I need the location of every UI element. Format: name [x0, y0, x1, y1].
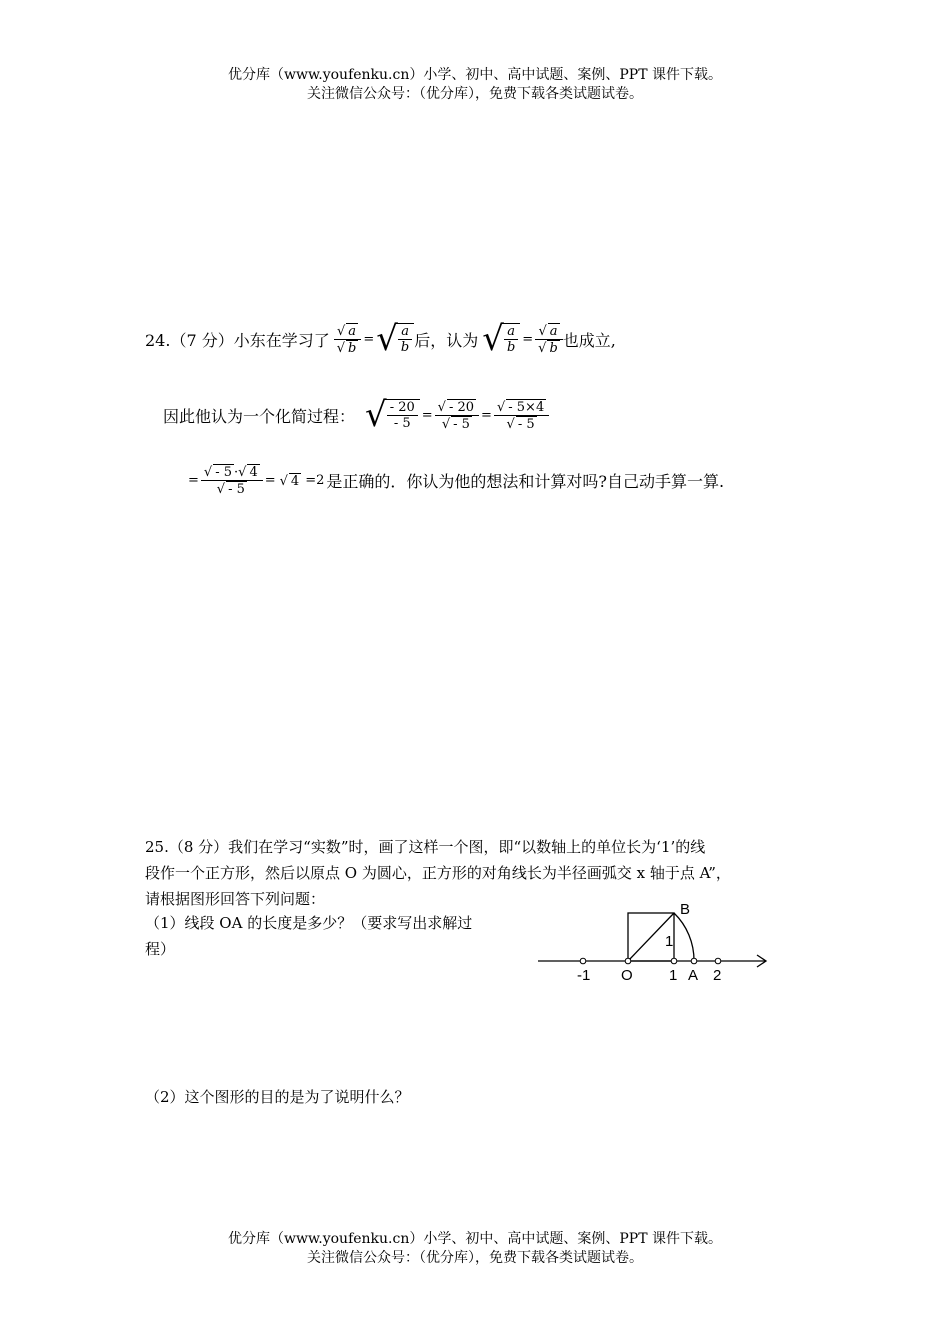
label-side-1: 1	[665, 933, 674, 950]
header-line-1: 优分库（www.youfenku.cn）小学、初中、高中试题、案例、PPT 课件下载。	[227, 67, 722, 83]
q25-part1-line-a: （1）线段 OA 的长度是多少？（要求写出求解过	[145, 914, 473, 932]
label-b: B	[680, 901, 691, 918]
sqrt-a-over-b-2: √ $\frac{a}{b}$	[482, 322, 520, 356]
q25-part-2: （2）这个图形的目的是为了说明什么？	[145, 1088, 410, 1106]
q24-after-second: 也成立,	[562, 330, 616, 350]
point-o	[625, 958, 631, 964]
q24-line-3: = $\frac{√ - 5 \cdot√ 4}{√ - 5}$ = √ 4 =2 是正确的．你认为他的想法和计算对吗?自己动手算一算.	[188, 465, 725, 497]
q24-after-first: 后，认为	[414, 330, 479, 350]
label-1: 1	[669, 967, 678, 984]
header-line-2: 关注微信公众号：（优分库），免费下载各类试题试卷。	[307, 86, 643, 102]
point-1	[671, 958, 677, 964]
q25-line-3: 请根据图形回答下列问题：	[145, 890, 326, 908]
q24-line-2: 因此他认为一个化简过程： √ $\frac{- 20}{- 5}$ = $\frac{√ - 20}{√ - 5}$ = $\frac{√ - 5\times 4}{√ - 5}$	[163, 398, 549, 432]
q25-line-1: 25.（8 分）我们在学习“实数”时，画了这样一个图，即“以数轴上的单位长为‘1’的线	[145, 838, 706, 856]
point-a	[691, 958, 697, 964]
frac-sqrt-a-over-sqrt-b-2: $\frac{√ a}{√ b}$	[535, 323, 563, 356]
equals-two: =2	[305, 473, 325, 488]
label-neg1: -1	[577, 967, 591, 984]
sqrt-neg20-over-neg5: √ $\frac{- 20}{- 5}$	[365, 398, 420, 432]
q24-lead: 24.（7 分）小东在学习了	[145, 330, 330, 350]
arc-ba	[674, 913, 694, 961]
footer-line-1: 优分库（www.youfenku.cn）小学、初中、高中试题、案例、PPT 课件下载。	[227, 1231, 722, 1247]
frac-sqrt-neg5-dot-sqrt4-over-sqrt-neg5: $\frac{√ - 5 \cdot√ 4}{√ - 5}$	[201, 464, 263, 497]
frac-sqrt-neg20-over-sqrt-neg5: $\frac{√ - 20}{√ - 5}$	[435, 399, 479, 432]
label-a: A	[688, 967, 699, 984]
q25-part-1	[145, 910, 472, 962]
q24-line-1: 24.（7 分）小东在学习了 $\frac{√ a}{√ b}$ = √ $\frac{a}{b}$ 后，认为 √ $\frac{a}{b}$ = $\frac{√ a}{√ b}$ 也成立,	[145, 319, 616, 359]
q24-line2-text: 因此他认为一个化简过程：	[163, 406, 356, 426]
number-line-figure	[535, 898, 775, 988]
sqrt-4: √ 4	[279, 473, 300, 489]
point-neg1	[580, 958, 586, 964]
page-header	[0, 66, 950, 104]
footer-line-2: 关注微信公众号：（优分库），免费下载各类试题试卷。	[307, 1250, 643, 1266]
page-footer	[0, 1230, 950, 1268]
frac-sqrt-a-over-sqrt-b: $\frac{√ a}{√ b}$	[334, 323, 362, 356]
label-2: 2	[713, 967, 722, 984]
frac-sqrt-neg5x4-over-sqrt-neg5: $\frac{√ - 5\times 4}{√ - 5}$	[494, 399, 549, 432]
sqrt-a-over-b: √ $\frac{a}{b}$	[376, 322, 414, 356]
q25-line-2: 段作一个正方形，然后以原点 O 为圆心，正方形的对角线长为半径画弧交 x 轴于点 A”，	[145, 864, 731, 882]
label-o: O	[621, 967, 633, 984]
point-2	[715, 958, 721, 964]
q24-line3-tail: 是正确的．你认为他的想法和计算对吗?自己动手算一算.	[326, 472, 725, 491]
q25-part1-line-b: 程）	[145, 940, 176, 958]
